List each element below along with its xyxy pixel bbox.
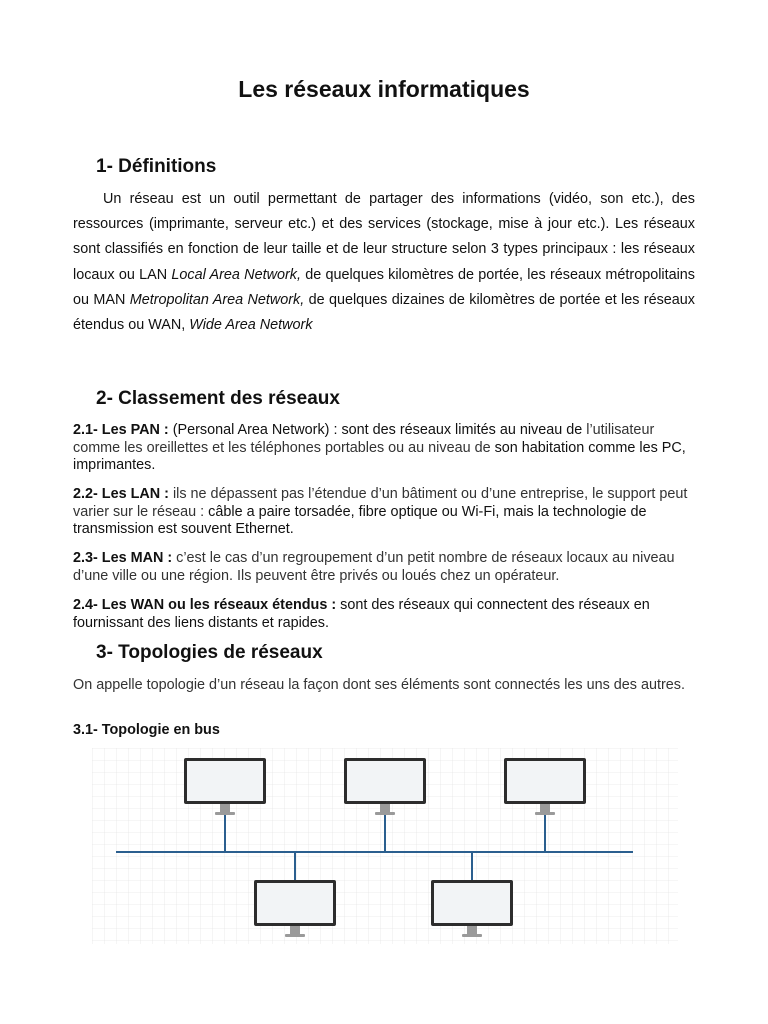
bus-topology-heading: 3.1- Topologie en bus xyxy=(73,722,220,738)
wan-fullname: Wide Area Network xyxy=(189,317,313,334)
lan-label: 2.2- Les LAN : xyxy=(73,486,169,502)
wan-item xyxy=(73,597,698,632)
definitions-paragraph xyxy=(73,187,695,338)
definitions-text-3: de quelques dizaines de kilomètres de portée et les réseaux étendus ou WAN, xyxy=(73,291,696,334)
section-heading-definitions: 1- Définitions xyxy=(96,156,217,177)
man-text: c’est le cas d’un regroupement d’un petit nombre de réseaux locaux au niveau d’une ville ou une région. Ils peuvent être privés ou loués chez un opérateur. xyxy=(73,550,675,584)
definitions-text-2: de quelques kilomètres de portée, les réseaux métropolitains ou MAN xyxy=(73,266,696,308)
wan-text: sont des réseaux qui connectent des réseaux en fournissant des liens distants et rapides. xyxy=(73,597,650,631)
definitions-text-1: Un réseau est un outil permettant de partager des informations (vidéo, son etc.), des ressources (imprimante, serveur etc.) et des services (stockage, mise à jour etc.). Les réseaux sont classifiés en fonction de leur taille et de leur structure selon 3 types principaux : les réseaux locaux ou LAN xyxy=(73,191,695,283)
pan-text-2: l’utilisateur comme les oreillettes et les téléphones portables ou au niveau de xyxy=(73,422,655,456)
man-fullname: Metropolitan Area Network, xyxy=(129,291,305,308)
topologies-intro: On appelle topologie d’un réseau la façon dont ses éléments sont connectés les uns des autres. xyxy=(73,677,685,693)
lan-text-1: ils ne dépassent pas l’étendue d’un bâtiment ou d’une entreprise, le support peut varier sur le réseau : xyxy=(73,486,688,520)
pan-item xyxy=(73,422,698,475)
man-label: 2.3- Les MAN : xyxy=(73,550,173,566)
pan-text-1: (Personal Area Network) : sont des réseaux limités au niveau de xyxy=(168,422,587,438)
man-item xyxy=(73,550,698,585)
lan-item xyxy=(73,486,698,539)
lan-fullname: Local Area Network, xyxy=(171,266,301,283)
bus-topology-diagram xyxy=(92,748,678,944)
pan-text-3: son habitation comme les PC, imprimantes. xyxy=(73,439,686,473)
section-heading-classement: 2- Classement des réseaux xyxy=(96,388,340,409)
wan-label: 2.4- Les WAN ou les réseaux étendus : xyxy=(73,597,337,613)
section-heading-topologies: 3- Topologies de réseaux xyxy=(96,642,323,663)
pan-label: 2.1- Les PAN : xyxy=(73,422,169,438)
page-title: Les réseaux informatiques xyxy=(238,76,530,102)
lan-text-2: câble a paire torsadée, fibre optique ou Wi-Fi, mais la technologie de transmission est souvent Ethernet. xyxy=(73,503,647,537)
